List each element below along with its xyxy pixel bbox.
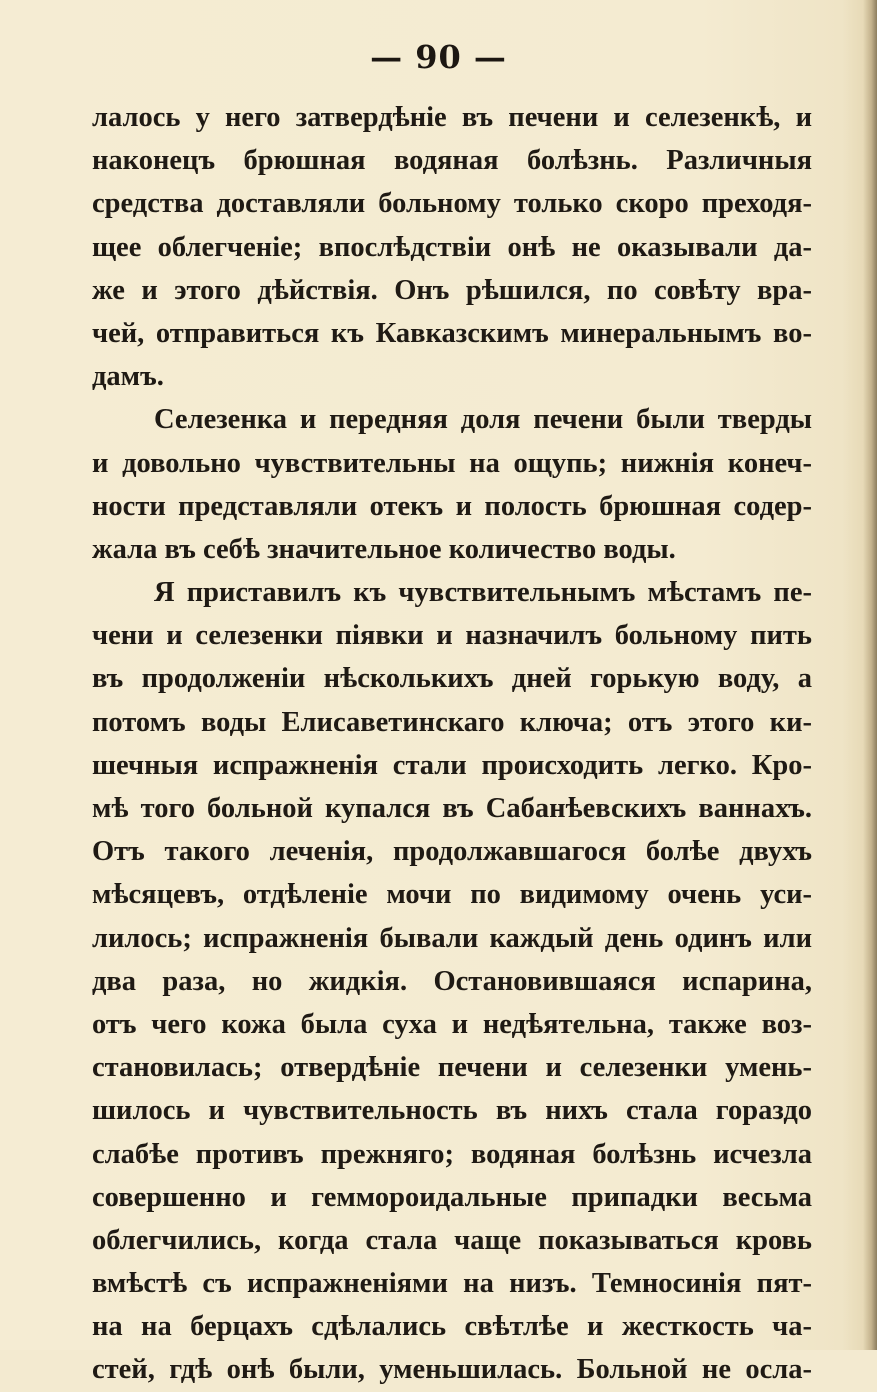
text-line: становилась; отвердѣніе печени и селезенки умень- bbox=[92, 1052, 812, 1084]
text-line: мѣсяцевъ, отдѣленіе мочи по видимому очень уси- bbox=[92, 879, 812, 911]
text-line: Я приставилъ къ чувствительнымъ мѣстамъ пе- bbox=[154, 577, 812, 609]
text-line: ности представляли отекъ и полость брюшная содер- bbox=[92, 490, 812, 522]
text-line: и довольно чувствительны на ощупь; нижнія конеч- bbox=[92, 447, 812, 479]
text-line: средства доставляли больному только скоро преходя- bbox=[92, 188, 812, 220]
text-line: стей, гдѣ онѣ были, уменьшилась. Больной не осла- bbox=[92, 1354, 812, 1386]
page-body-text bbox=[92, 96, 812, 1392]
text-line: вмѣстѣ съ испражненіями на низъ. Темносинія пят- bbox=[92, 1268, 812, 1300]
text-line: наконецъ брюшная водяная болѣзнь. Различныя bbox=[92, 145, 812, 177]
text-line: чени и селезенки піявки и назначилъ больному пить bbox=[92, 620, 812, 652]
text-line: Селезенка и передняя доля печени были тверды bbox=[154, 404, 812, 436]
text-line: слабѣе противъ прежняго; водяная болѣзнь исчезла bbox=[92, 1138, 812, 1170]
text-line: лалось у него затвердѣніе въ печени и селезенкѣ, и bbox=[92, 102, 812, 133]
text-line: жала въ себѣ значительное количество воды. bbox=[92, 533, 676, 565]
text-line: шечныя испражненія стали происходить легко. Кро- bbox=[92, 749, 812, 781]
text-line: Отъ такого леченія, продолжавшагося болѣе двухъ bbox=[92, 836, 812, 868]
text-line: же и этого дѣйствія. Онъ рѣшился, по совѣту вра- bbox=[92, 274, 812, 306]
text-line: на на берцахъ сдѣлались свѣтлѣе и жесткость ча- bbox=[92, 1311, 812, 1343]
text-line: дамъ. bbox=[92, 361, 164, 393]
text-line: потомъ воды Елисаветинскаго ключа; отъ этого ки- bbox=[92, 706, 812, 738]
text-line: шилось и чувствительность въ нихъ стала гораздо bbox=[92, 1095, 812, 1127]
text-line: чей, отправиться къ Кавказскимъ минеральнымъ во- bbox=[92, 317, 812, 349]
text-line: отъ чего кожа была суха и недѣятельна, также воз- bbox=[92, 1008, 812, 1040]
text-line: мѣ того больной купался въ Сабанѣевскихъ ваннахъ. bbox=[92, 793, 812, 824]
page-number: — 90 — bbox=[370, 38, 507, 76]
text-line: облегчились, когда стала чаще показываться кровь bbox=[92, 1224, 812, 1256]
page-edge-shadow bbox=[863, 0, 877, 1350]
text-line: совершенно и геммороидальные припадки весьма bbox=[92, 1181, 812, 1213]
text-line: въ продолженіи нѣсколькихъ дней горькую воду, а bbox=[92, 663, 812, 695]
text-line: два раза, но жидкія. Остановившаяся испарина, bbox=[92, 965, 812, 997]
text-line: лилось; испражненія бывали каждый день одинъ или bbox=[92, 922, 812, 954]
text-line: щее облегченіе; впослѣдствіи онѣ не оказывали да- bbox=[92, 231, 812, 263]
